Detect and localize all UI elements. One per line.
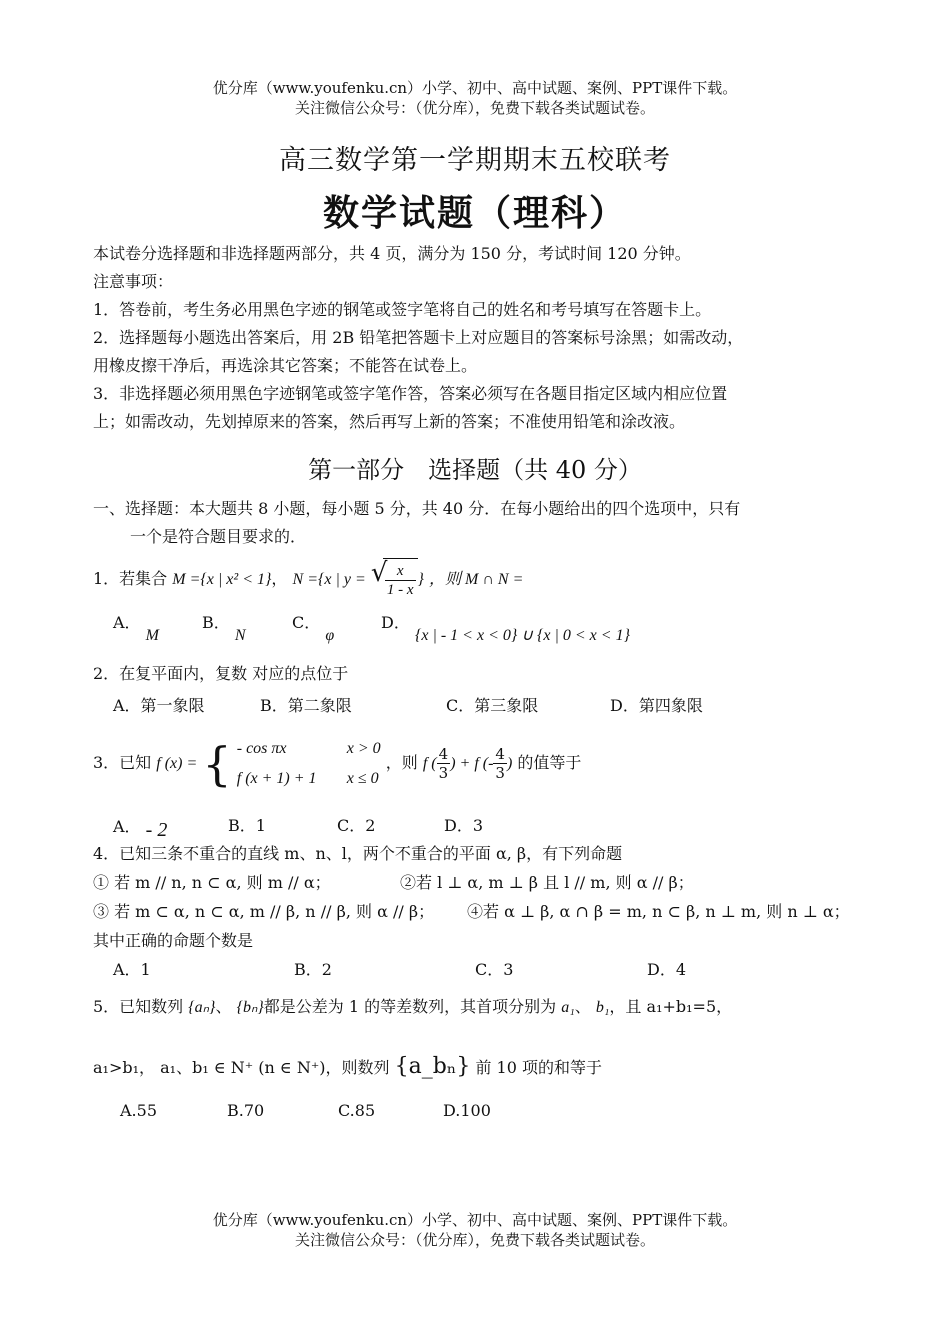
exam-title: 高三数学第一学期期末五校联考	[279, 145, 671, 176]
header-line-2: 关注微信公众号：（优分库），免费下载各类试题试卷。	[294, 99, 655, 117]
q5-stem-c: ，且	[609, 997, 642, 1016]
q1-option-a-label: A．	[113, 613, 141, 632]
q1-option-c	[292, 612, 335, 644]
notice-item-2b: 用橡皮擦干净后，再选涂其它答案；不能答在试卷上。	[93, 356, 478, 375]
q5-stem-d: ，则数列	[325, 1058, 390, 1077]
question-1	[93, 558, 523, 601]
q3-suffix: 的值等于	[517, 753, 582, 772]
q5-seq-a: {aₙ}	[188, 999, 216, 1016]
question-2: 2．在复平面内，复数 对应的点位于	[93, 664, 349, 683]
q3-case-1-expr: - cos πx	[236, 739, 287, 757]
q3-close: )	[506, 755, 513, 772]
question-5-line-2	[93, 1050, 602, 1085]
q5-option-b: B.70	[227, 1101, 265, 1120]
q3-f1: f (	[422, 755, 437, 772]
q3-brace: {	[202, 736, 232, 791]
q5-cond-1: a₁+b₁=5	[646, 997, 717, 1016]
q4-option-a: A．1	[113, 960, 151, 979]
q3-frac-1-num: 4	[438, 745, 449, 763]
q4-option-d: D．4	[647, 960, 687, 979]
q5-option-c: C.85	[338, 1101, 376, 1120]
q3-case-1-cond: x > 0	[346, 739, 381, 757]
q1-option-c-label: C．	[292, 613, 321, 632]
page-footer	[0, 1210, 950, 1250]
q1-option-a	[113, 612, 159, 644]
notice-item-3a: 3．非选择题必须用黑色字迹钢笔或签字笔作答，答案必须写在各题目指定区域内相应位置	[93, 384, 728, 403]
q3-mid: ，则	[385, 753, 418, 772]
question-5-line-1	[93, 990, 732, 1025]
question-3	[93, 733, 581, 794]
q4-proposition-3: ③ 若 m ⊂ α, n ⊂ α, m // β, n // β, 则 α // β；	[93, 902, 435, 921]
q5-option-a: A.55	[120, 1101, 157, 1120]
q2-option-c: C．第三象限	[446, 696, 539, 715]
q3-cases	[237, 734, 381, 794]
q3-case-1	[237, 734, 381, 764]
page-header	[0, 78, 950, 118]
q5-cond-2: a₁>b₁	[93, 1058, 140, 1077]
header-line-1: 优分库（www.youfenku.cn）小学、初中、高中试题、案例、PPT课件下载。	[212, 79, 738, 97]
question-4: 4．已知三条不重合的直线 m、n、l，两个不重合的平面 α, β，有下列命题	[93, 844, 623, 863]
q1-option-b-label: B．	[202, 613, 230, 632]
notice-item-3b: 上；如需改动，先划掉原来的答案，然后再写上新的答案；不准使用铅笔和涂改液。	[93, 412, 686, 431]
q1-set-m: M ={x | x² < 1}	[172, 571, 272, 588]
q3-option-c: C．2	[337, 816, 376, 835]
q1-stem-suffix: ，则 M ∩ N =	[429, 571, 524, 588]
q3-frac-2	[493, 745, 507, 782]
q5-sep-2: 、	[574, 997, 591, 1016]
q4-option-c: C．3	[475, 960, 514, 979]
q3-option-a-value: - 2	[145, 819, 168, 841]
q4-question: 其中正确的命题个数是	[93, 931, 254, 950]
q1-option-b-value: N	[234, 627, 246, 644]
q4-proposition-1: ① 若 m // n, n ⊂ α, 则 m // α；	[93, 873, 331, 892]
notice-item-1: 1．答卷前，考生务必用黑色字迹的钢笔或签字笔将自己的姓名和考号填写在答题卡上。	[93, 300, 712, 319]
intro-text: 本试卷分选择题和非选择题两部分，共 4 页，满分为 150 分，考试时间 120 分钟。	[93, 244, 691, 263]
q3-option-a	[113, 815, 168, 841]
q1-option-d-label: D．	[381, 613, 410, 632]
q3-frac-2-den: 3	[495, 764, 505, 782]
q3-case-2-expr: f (x + 1) + 1	[236, 769, 317, 787]
q3-plus: ) + f (-	[450, 755, 494, 772]
q1-option-a-value: M	[145, 627, 159, 644]
q1-stem-prefix: 1．若集合	[93, 569, 168, 588]
q5-comma: ，	[716, 997, 733, 1016]
q5-stem-e: 前 10 项的和等于	[475, 1058, 603, 1077]
q1-set-n-suffix: }	[417, 571, 424, 588]
q3-frac-1	[437, 745, 451, 782]
q1-sqrt: √ $\frac{x}{1 - x}$	[371, 558, 418, 601]
footer-line-2: 关注微信公众号：（优分库），免费下载各类试题试卷。	[294, 1231, 655, 1249]
q5-seq-ab: {a_bₙ}	[394, 1054, 471, 1079]
exam-subtitle: 数学试题（理科）	[322, 192, 627, 234]
q4-proposition-4: ④若 α ⊥ β, α ∩ β = m, n ⊂ β, n ⊥ m, 则 n ⊥ α；	[467, 902, 850, 921]
q3-option-a-label: A．	[113, 817, 141, 836]
q5-a1: a₁	[561, 999, 575, 1016]
q5-sep: 、	[215, 997, 232, 1016]
q3-frac-2-num: 4	[495, 745, 505, 763]
q5-comma-2: ，	[139, 1058, 156, 1077]
q5-seq-b: {bₙ}	[236, 999, 264, 1016]
q1-option-d-value: {x | - 1 < x < 0} ∪ {x | 0 < x < 1}	[414, 627, 630, 644]
q5-cond-3: a₁、b₁ ∈ N⁺ (n ∈ N⁺)	[160, 1058, 326, 1077]
q5-b1: b₁	[595, 999, 610, 1016]
q3-prefix: 3．已知	[93, 753, 152, 772]
instructions-line-2: 一个是符合题目要求的．	[130, 527, 307, 546]
q3-option-d: D．3	[444, 816, 484, 835]
q3-case-2-cond: x ≤ 0	[346, 769, 379, 787]
instructions-line-1: 一、选择题：本大题共 8 小题，每小题 5 分，共 40 分．在每小题给出的四个选项中，只有	[93, 499, 741, 518]
notice-heading: 注意事项：	[93, 272, 174, 291]
q2-option-b: B．第二象限	[260, 696, 352, 715]
q5-option-d: D.100	[443, 1101, 491, 1120]
q2-option-d: D．第四象限	[610, 696, 703, 715]
q1-option-b	[202, 612, 246, 644]
q1-frac-den: 1 - x	[386, 582, 414, 598]
q1-option-d	[381, 612, 630, 644]
q1-set-n-prefix: N ={x | y =	[292, 571, 366, 588]
q1-frac-num: x	[385, 562, 416, 581]
q4-option-b: B．2	[294, 960, 332, 979]
q1-option-c-value: φ	[325, 627, 335, 644]
q3-frac-1-den: 3	[438, 764, 449, 782]
q3-option-b: B．1	[228, 816, 266, 835]
notice-item-2a: 2．选择题每小题选出答案后，用 2B 铅笔把答题卡上对应题目的答案标号涂黑；如需改动，	[93, 328, 744, 347]
footer-line-1: 优分库（www.youfenku.cn）小学、初中、高中试题、案例、PPT课件下载。	[212, 1211, 738, 1229]
q5-stem-b: 都是公差为 1 的等差数列，其首项分别为	[263, 997, 557, 1016]
q4-proposition-2: ②若 l ⊥ α, m ⊥ β 且 l // m, 则 α // β；	[400, 873, 694, 892]
q2-option-a: A．第一象限	[113, 696, 205, 715]
q1-comma: ，	[271, 569, 288, 588]
q3-function: f (x) =	[156, 755, 198, 772]
q3-case-2	[237, 764, 381, 794]
section-title: 第一部分 选择题（共 40 分）	[308, 456, 642, 484]
q5-stem-a: 5．已知数列	[93, 997, 184, 1016]
